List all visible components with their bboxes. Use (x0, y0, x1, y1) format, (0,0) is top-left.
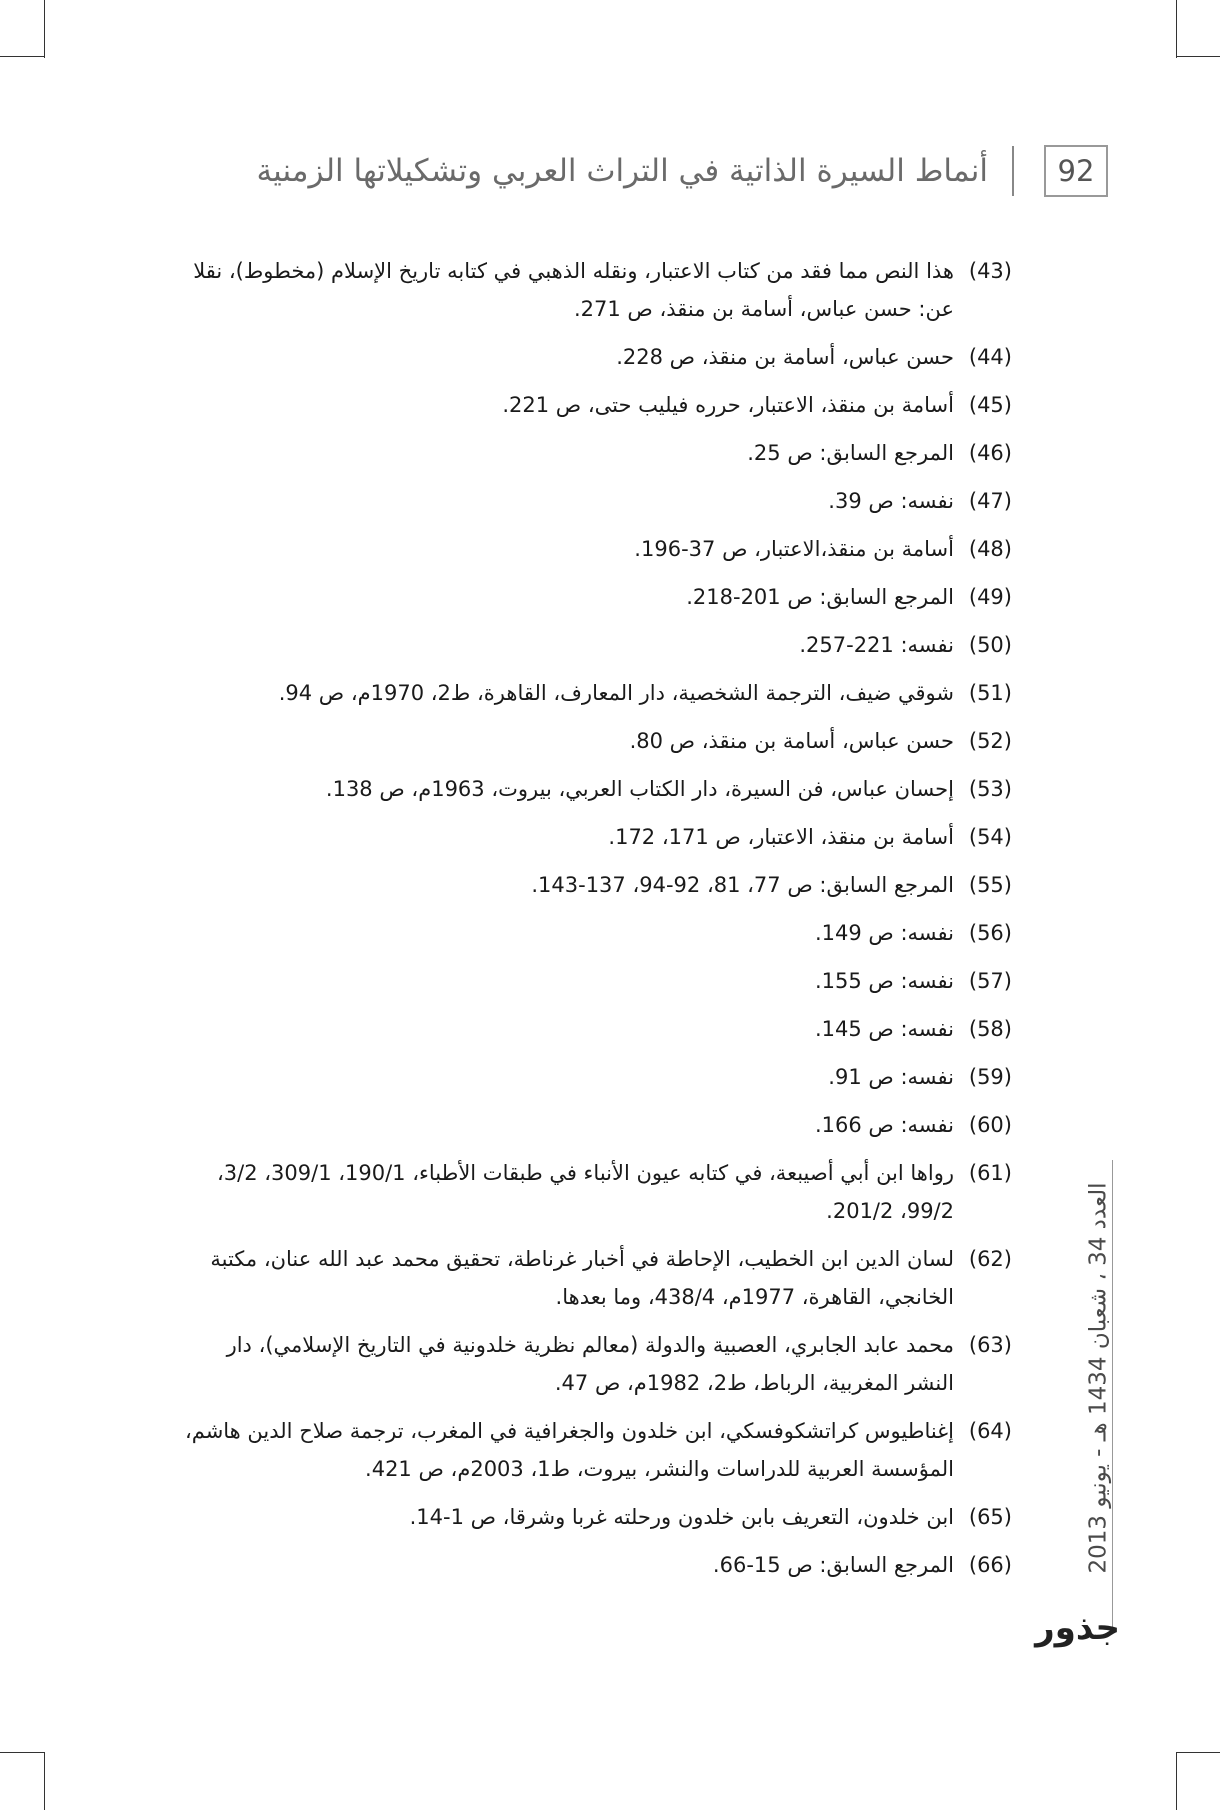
footnote-text: نفسه: ص 149. (814, 921, 954, 945)
footnote-text: لسان الدين ابن الخطيب، الإحاطة في أخبار غرناطة، تحقيق محمد عبد الله عنان، مكتبة الخانجي، القاهرة، 1977م، 438/4، وما بعدها. (210, 1247, 954, 1309)
footnote-text: حسن عباس، أسامة بن منقذ، ص 80. (629, 729, 954, 753)
footnote-number: (55) (968, 873, 1012, 897)
crop-mark-bottom-right (1176, 1752, 1177, 1810)
footnote-item (180, 252, 1012, 328)
footnote-number: (65) (968, 1505, 1012, 1529)
footnote-text: ابن خلدون، التعريف بابن خلدون ورحلته غربا وشرقا، ص 1-14. (409, 1505, 954, 1529)
footnote-text: إغناطيوس كراتشكوفسكي، ابن خلدون والجغرافية في المغرب، ترجمة صلاح الدين هاشم، المؤسسة العربية للدراسات والنشر، بيروت، ط1، 2003م، ص 421. (184, 1419, 954, 1481)
crop-mark-bottom-left (44, 1752, 45, 1810)
footnote-text: المرجع السابق: ص 77، 81، 92-94، 137-143. (531, 873, 954, 897)
footnote-item (180, 770, 1012, 808)
footnote-item (180, 866, 1012, 904)
footnote-item (180, 962, 1012, 1000)
footnotes-list (180, 252, 1012, 1594)
footnote-item (180, 914, 1012, 952)
footnote-text: نفسه: ص 39. (828, 489, 954, 513)
footnote-text: هذا النص مما فقد من كتاب الاعتبار، ونقله الذهبي في كتابه تاريخ الإسلام (مخطوط)، نقلا عن: حسن عباس، أسامة بن منقذ، ص 271. (193, 259, 954, 321)
footnote-text: نفسه: ص 155. (814, 969, 954, 993)
issue-info-text: العدد 34 ، شعبان 1434 هـ - يونيو 2013 (1085, 1182, 1112, 1574)
footnote-number: (50) (968, 633, 1012, 657)
footnote-text: محمد عابد الجابري، العصبية والدولة (معالم نظرية خلدونية في التاريخ الإسلامي)، دار النشر المغربية، الرباط، ط2، 1982م، ص 47. (226, 1333, 954, 1395)
footnote-item (180, 626, 1012, 664)
footnote-number: (56) (968, 921, 1012, 945)
footnote-text: نفسه: ص 91. (828, 1065, 954, 1089)
footnote-text: نفسه: ص 145. (814, 1017, 954, 1041)
issue-info (1078, 1168, 1118, 1588)
footnote-number: (52) (968, 729, 1012, 753)
footnote-text: نفسه: ص 166. (814, 1113, 954, 1137)
crop-mark-bottom-left-h (0, 1752, 44, 1753)
footnote-item (180, 1546, 1012, 1584)
footnote-text: المرجع السابق: ص 25. (747, 441, 954, 465)
page-number: 92 (1044, 145, 1108, 197)
crop-mark-top-left-h (0, 56, 44, 57)
footnote-number: (45) (968, 393, 1012, 417)
footnote-number: (64) (968, 1419, 1012, 1443)
footnote-number: (59) (968, 1065, 1012, 1089)
footnote-number: (62) (968, 1247, 1012, 1271)
crop-mark-top-left (44, 0, 45, 58)
footnote-item (180, 338, 1012, 376)
footnote-text: أسامة بن منقذ، الاعتبار، حرره فيليب حتى، ص 221. (502, 393, 954, 417)
footnote-text: رواها ابن أبي أصيبعة، في كتابه عيون الأنباء في طبقات الأطباء، 190/1، 309/1، 3/2، 99/2، 201/2. (217, 1161, 954, 1223)
footnote-number: (54) (968, 825, 1012, 849)
header-divider (1012, 146, 1014, 196)
footnote-item (180, 578, 1012, 616)
footnote-number: (58) (968, 1017, 1012, 1041)
footnote-number: (57) (968, 969, 1012, 993)
footnote-number: (43) (968, 259, 1012, 283)
footnote-number: (51) (968, 681, 1012, 705)
footnote-item (180, 1058, 1012, 1096)
footnote-number: (44) (968, 345, 1012, 369)
footnote-item (180, 1326, 1012, 1402)
footnote-text: أسامة بن منقذ، الاعتبار، ص 171، 172. (608, 825, 954, 849)
footnote-number: (63) (968, 1333, 1012, 1357)
footnote-number: (49) (968, 585, 1012, 609)
running-title: أنماط السيرة الذاتية في التراث العربي وتشكيلاتها الزمنية (256, 153, 988, 189)
footnote-item (180, 482, 1012, 520)
footnote-item (180, 1154, 1012, 1230)
footnote-text: المرجع السابق: ص 15-66. (712, 1553, 954, 1577)
footnote-item (180, 674, 1012, 712)
footnote-number: (48) (968, 537, 1012, 561)
crop-mark-top-right (1176, 0, 1177, 58)
footnote-item (180, 386, 1012, 424)
footnote-item (180, 434, 1012, 472)
journal-logo: جذور (1035, 1608, 1120, 1648)
footnote-text: إحسان عباس، فن السيرة، دار الكتاب العربي، بيروت، 1963م، ص 138. (325, 777, 954, 801)
footnote-text: نفسه: 221-257. (799, 633, 954, 657)
footnote-text: شوقي ضيف، الترجمة الشخصية، دار المعارف، القاهرة، ط2، 1970م، ص 94. (278, 681, 954, 705)
crop-mark-top-right-h (1176, 56, 1220, 57)
footnote-number: (60) (968, 1113, 1012, 1137)
footnote-item (180, 1106, 1012, 1144)
footnote-item (180, 530, 1012, 568)
footnote-number: (61) (968, 1161, 1012, 1185)
footnote-text: المرجع السابق: ص 201-218. (686, 585, 954, 609)
footnote-number: (46) (968, 441, 1012, 465)
footnote-number: (53) (968, 777, 1012, 801)
footnote-number: (47) (968, 489, 1012, 513)
footnote-number: (66) (968, 1553, 1012, 1577)
crop-mark-bottom-right-h (1176, 1752, 1220, 1753)
footnote-text: أسامة بن منقذ،الاعتبار، ص 37-196. (634, 537, 954, 561)
footnote-item (180, 1498, 1012, 1536)
footnote-item (180, 722, 1012, 760)
footnote-text: حسن عباس، أسامة بن منقذ، ص 228. (616, 345, 954, 369)
footnote-item (180, 818, 1012, 856)
footnote-item (180, 1412, 1012, 1488)
footnote-item (180, 1240, 1012, 1316)
footnote-item (180, 1010, 1012, 1048)
